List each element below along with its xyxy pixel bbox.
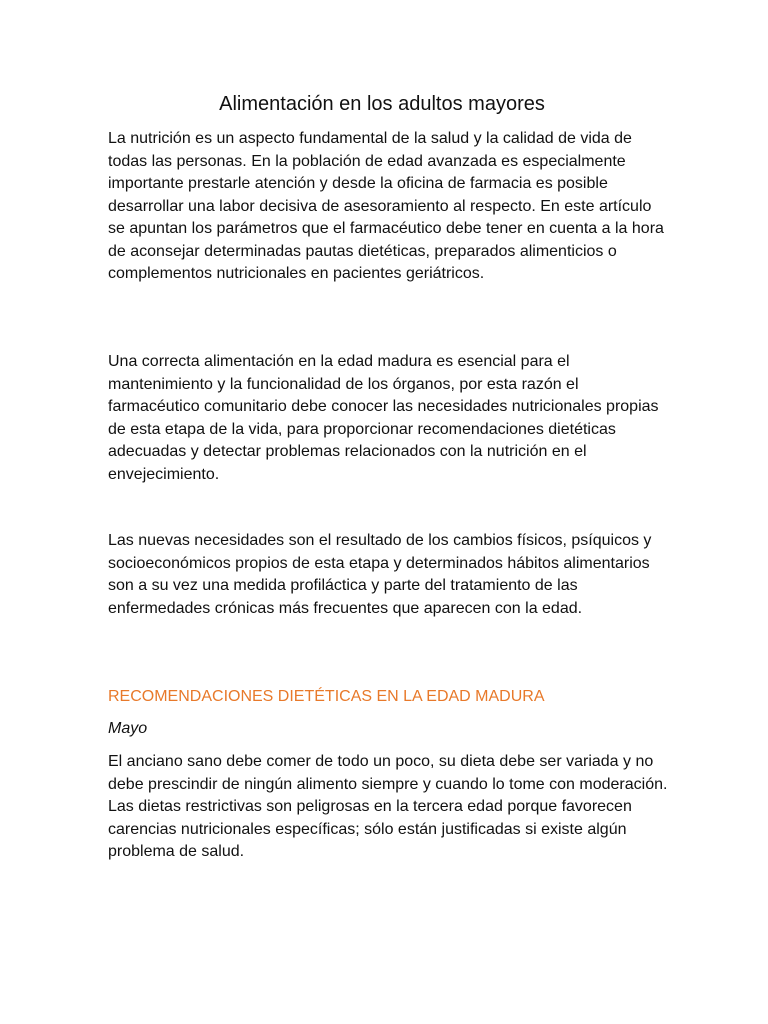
section-subheading: Mayo <box>108 720 148 737</box>
paragraph-intro: La nutrición es un aspecto fundamental de la salud y la calidad de vida de todas las personas. En la población de edad avanzada es especialmente importante prestarle atención y desde la oficina de farmacia es posible desarrollar una labor decisiva de asesoramiento al respecto. En este artículo se apuntan los parámetros que el farmacéutico debe tener en cuenta a la hora de aconsejar determinadas pautas dietéticas, preparados alimenticios o complementos nutricionales en pacientes geriátricos. <box>108 130 664 282</box>
paragraph-new-needs: Las nuevas necesidades son el resultado de los cambios físicos, psíquicos y socioeconómicos propios de esta etapa y determinados hábitos alimentarios son a su vez una medida profiláctica y parte del tratamiento de las enfermedades crónicas más frecuentes que aparecen con la edad. <box>108 532 652 617</box>
document-title: Alimentación en los adultos mayores <box>219 93 545 115</box>
section-heading: RECOMENDACIONES DIETÉTICAS EN LA EDAD MADURA <box>108 688 545 705</box>
paragraph-healthy-elder: El anciano sano debe comer de todo un poco, su dieta debe ser variada y no debe prescindir de ningún alimento siempre y cuando lo tome con moderación. Las dietas restrictivas son peligrosas en la tercera edad porque favorecen carencias nutricionales específicas; sólo están justificadas si existe algún problema de salud. <box>108 753 668 860</box>
paragraph-nutrition-importance: Una correcta alimentación en la edad madura es esencial para el mantenimiento y la funcionalidad de los órganos, por esta razón el farmacéutico comunitario debe conocer las necesidades nutricionales propias de esta etapa de la vida, para proporcionar recomendaciones dietéticas adecuadas y detectar problemas relacionados con la nutrición en el envejecimiento. <box>108 353 659 483</box>
